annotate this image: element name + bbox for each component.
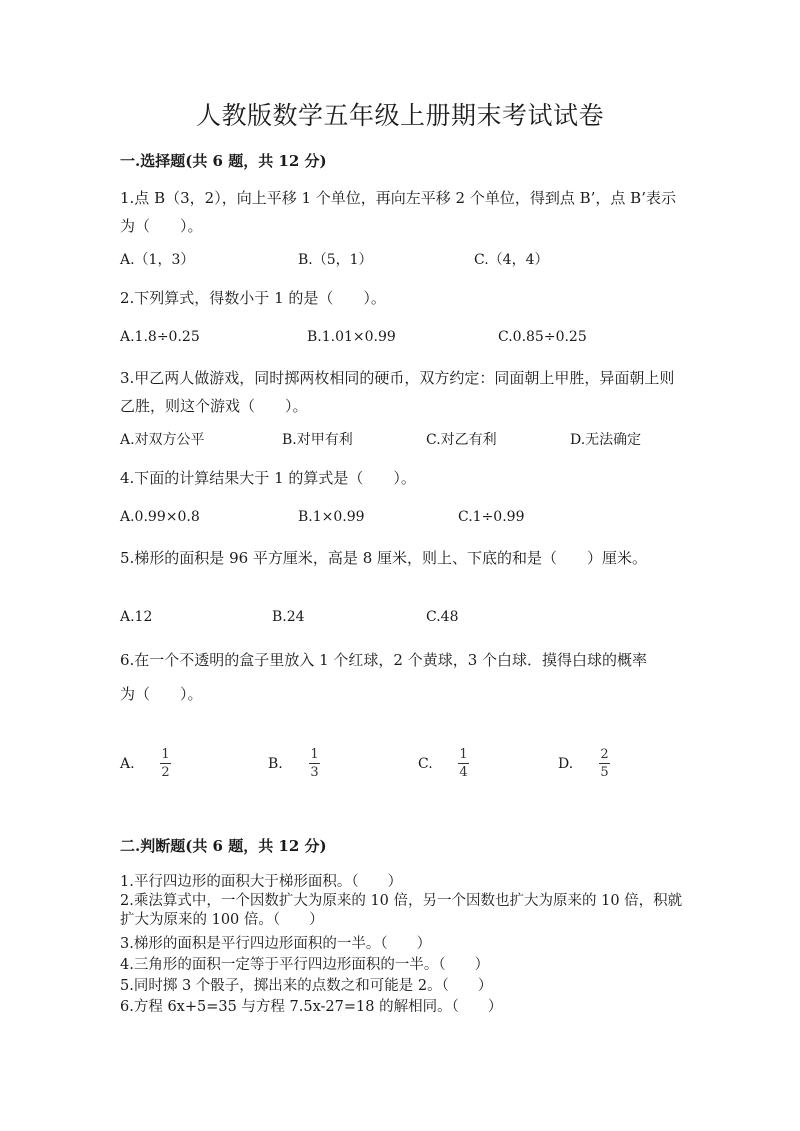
judge-item: 3.梯形的面积是平行四边形面积的一半。（ ）: [120, 936, 432, 952]
fraction-denominator: 3: [310, 765, 319, 780]
choice-option-label: B.: [268, 756, 283, 772]
judge-item: 1.平行四边形的面积大于梯形面积。（ ）: [120, 874, 403, 890]
choice-option: C.1÷0.99: [458, 509, 525, 525]
fraction-numerator: 1: [459, 747, 468, 762]
fraction-bar: [160, 763, 171, 764]
choice-option: C.0.85÷0.25: [498, 329, 587, 345]
choice-option-label: D.: [558, 756, 574, 772]
fraction-numerator: 1: [310, 747, 319, 762]
choice-option: B.1.01×0.99: [307, 329, 396, 345]
choice-option: C.（4，4）: [474, 252, 549, 268]
fraction-denominator: 4: [459, 765, 468, 780]
choice-option-label: C.: [418, 756, 433, 772]
fraction-numerator: 1: [161, 747, 170, 762]
fraction: [599, 747, 610, 780]
choice-option-label: A.: [120, 756, 135, 772]
page-title: 人教版数学五年级上册期末考试试卷: [195, 101, 604, 130]
question-stem: 5.梯形的面积是 96 平方厘米，高是 8 厘米，则上、下底的和是（ ）厘米。: [120, 549, 648, 567]
question-stem: 6.在一个不透明的盒子里放入 1 个红球，2 个黄球，3 个白球．摸得白球的概率: [120, 651, 648, 669]
choice-option: B.1×0.99: [298, 509, 365, 525]
judge-item: 4.三角形的面积一定等于平行四边形面积的一半。（ ）: [120, 957, 490, 973]
fraction-bar: [458, 763, 469, 764]
choice-option: A.1.8÷0.25: [120, 329, 200, 345]
judge-item: 6.方程 6x+5=35 与方程 7.5x-27=18 的解相同。（ ）: [120, 999, 503, 1015]
fraction: [160, 747, 171, 780]
choice-option: B.24: [272, 609, 305, 625]
judge-item: 2.乘法算式中，一个因数扩大为原来的 10 倍，另一个因数也扩大为原来的 10 倍，积就扩大为原来的 100 倍。（ ）: [120, 893, 683, 928]
fraction-bar: [599, 763, 610, 764]
fraction-denominator: 2: [161, 765, 170, 780]
fraction-denominator: 5: [600, 765, 609, 780]
choice-option: B.对甲有利: [282, 432, 353, 448]
choice-option: B.（5，1）: [298, 252, 373, 268]
question-stem: 1.点 B（3，2），向上平移 1 个单位，再向左平移 2 个单位，得到点 B’，点 B’表示为（ ）。: [120, 189, 676, 235]
fraction: [458, 747, 469, 780]
fraction-bar: [309, 763, 320, 764]
fraction: [309, 747, 320, 780]
fraction-numerator: 2: [600, 747, 609, 762]
choice-option: A.12: [120, 609, 153, 625]
choice-option: A.对双方公平: [120, 432, 205, 448]
choice-option: C.对乙有利: [426, 432, 497, 448]
choice-option: A.0.99×0.8: [120, 509, 200, 525]
section-heading-judge: 二.判断题(共 6 题，共 12 分): [120, 837, 327, 855]
choice-option: A.（1，3）: [120, 252, 195, 268]
question-stem-continued: 为（ ）。: [120, 685, 203, 703]
question-stem: 2.下列算式，得数小于 1 的是（ ）。: [120, 289, 386, 307]
judge-item: 5.同时掷 3 个骰子，掷出来的点数之和可能是 2。（ ）: [120, 978, 493, 994]
section-heading-choice: 一.选择题(共 6 题，共 12 分): [120, 152, 327, 170]
choice-option: D.无法确定: [570, 432, 642, 448]
question-stem: 4.下面的计算结果大于 1 的算式是（ ）。: [120, 469, 416, 487]
question-stem: 3.甲乙两人做游戏，同时掷两枚相同的硬币，双方约定：同面朝上甲胜，异面朝上则乙胜，则这个游戏（ ）。: [120, 369, 675, 415]
choice-option: C.48: [426, 609, 459, 625]
